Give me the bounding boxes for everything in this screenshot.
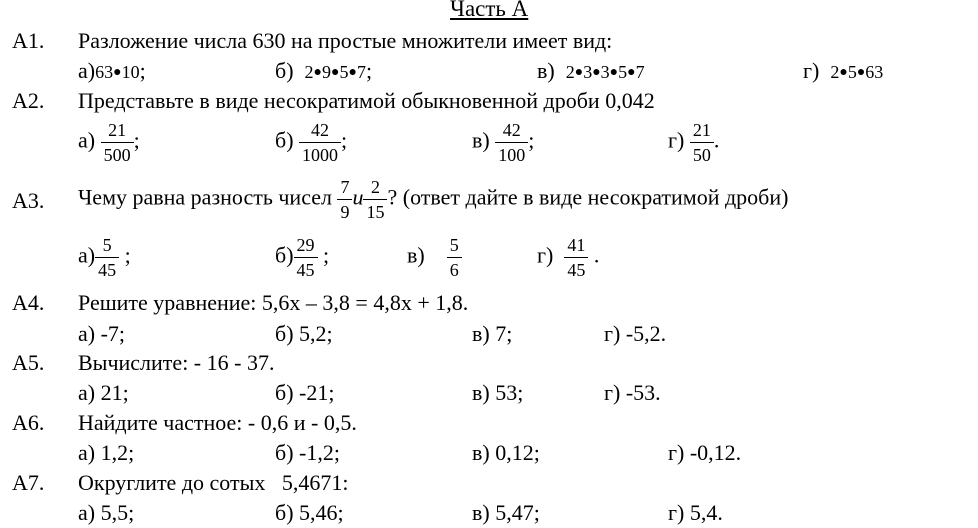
option-end: .: [593, 242, 600, 268]
answer-option: а) -7;: [78, 321, 126, 346]
question-text: Округлите до сотых 5,4671:: [78, 470, 349, 495]
multiply-dot-icon: ●: [348, 64, 357, 80]
answer-option: [275, 235, 329, 280]
fraction: $\frac{29}{45}$: [294, 235, 318, 280]
answer-option: [537, 235, 599, 280]
factor: 63: [95, 62, 114, 82]
multiply-dot-icon: ●: [331, 64, 340, 80]
option-end: .: [713, 127, 720, 153]
option-end: ;: [528, 127, 535, 153]
multiply-dot-icon: ●: [627, 64, 636, 80]
multiply-dot-icon: ●: [574, 64, 584, 80]
section-title: Часть А: [450, 0, 529, 21]
factor: 3: [600, 62, 610, 82]
factor: 5: [618, 62, 628, 82]
factor: 2: [830, 62, 840, 82]
question-text: Найдите частное: - 0,6 и - 0,5.: [78, 410, 357, 435]
fraction: $\frac{42}{100}$: [495, 120, 528, 165]
answer-option: [803, 60, 883, 82]
option-letter: б): [275, 127, 294, 153]
answer-option: б) 5,46;: [275, 500, 344, 525]
fraction: $\frac{7}{9}$: [337, 177, 352, 222]
answer-option: [472, 120, 534, 165]
question-text: Представьте в виде несократимой обыкновенной дроби 0,042: [78, 88, 655, 113]
answer-option: г) -53.: [604, 380, 661, 405]
answer-option: [275, 120, 347, 165]
option-letter: а): [78, 127, 96, 153]
answer-option: [78, 60, 146, 82]
answer-option: г) -5,2.: [604, 321, 667, 346]
answer-option: в) 0,12;: [472, 440, 540, 465]
multiply-dot-icon: ●: [839, 64, 848, 80]
option-letter: в): [407, 242, 425, 268]
answer-option: г) -0,12.: [668, 440, 742, 465]
factor: 3: [583, 62, 593, 82]
fraction: $\frac{5}{6}$: [447, 235, 462, 280]
option-letter: г): [668, 127, 685, 153]
question-number: А6.: [12, 410, 45, 435]
answer-option: в) 7;: [472, 321, 513, 346]
question-number: А1.: [12, 28, 45, 53]
answer-option: б) -1,2;: [275, 440, 340, 465]
answer-option: [275, 60, 372, 82]
fraction: $\frac{21}{500}$: [101, 120, 134, 165]
option-letter: в): [472, 127, 490, 153]
answer-option: [78, 120, 140, 165]
answer-option: г) 5,4.: [668, 500, 723, 525]
answer-option: б) 5,2;: [275, 321, 333, 346]
multiply-dot-icon: ●: [113, 64, 122, 80]
question-text: Решите уравнение: 5,6x – 3,8 = 4,8x + 1,8.: [78, 290, 469, 315]
option-letter: г): [537, 242, 554, 268]
option-end: ;: [139, 58, 146, 83]
factor: 7: [356, 62, 366, 82]
factor: 5: [339, 62, 349, 82]
multiply-dot-icon: ●: [609, 64, 619, 80]
answer-option: б) -21;: [275, 380, 335, 405]
option-letter: б): [275, 58, 294, 83]
fraction: $\frac{5}{45}$: [95, 235, 119, 280]
conjunction: и: [352, 184, 364, 210]
option-end: ;: [133, 127, 140, 153]
fraction: $\frac{21}{50}$: [690, 120, 714, 165]
fraction: $\frac{41}{45}$: [564, 235, 588, 280]
factor: 63: [865, 62, 884, 82]
question-text: Разложение числа 630 на простые множители имеет вид:: [78, 28, 613, 53]
question-number: А2.: [12, 88, 45, 113]
answer-option: а) 21;: [78, 380, 129, 405]
fraction: $\frac{42}{1000}$: [299, 120, 341, 165]
answer-option: [668, 120, 719, 165]
question-text: Вычислите: - 16 - 37.: [78, 350, 275, 375]
fraction: $\frac{2}{15}$: [363, 177, 387, 222]
question-number: А7.: [12, 470, 45, 495]
option-end: ;: [341, 127, 348, 153]
multiply-dot-icon: ●: [592, 64, 601, 80]
option-letter: г): [803, 58, 820, 83]
answer-option: в) 53;: [472, 380, 524, 405]
multiply-dot-icon: ●: [856, 64, 866, 80]
option-letter: а): [78, 242, 96, 268]
question-number: А4.: [12, 290, 45, 315]
multiply-dot-icon: ●: [313, 64, 322, 80]
factor: 9: [322, 62, 331, 82]
answer-option: [407, 235, 462, 280]
factor: 10: [121, 62, 140, 82]
answer-option: а) 1,2;: [78, 440, 135, 465]
question-number: А3.: [12, 188, 45, 213]
option-letter: б): [275, 242, 294, 268]
factor: 5: [847, 62, 857, 82]
question-text: Чему равна разность чисел $\frac{7}{9}$ и $\frac{2}{15}$ ? (ответ дайте в виде несократимой дроби): [78, 177, 789, 222]
option-letter: а): [78, 58, 96, 83]
answer-option: в) 5,47;: [472, 500, 540, 525]
option-end: ;: [323, 242, 330, 268]
option-letter: в): [537, 58, 555, 83]
factor: 7: [635, 62, 645, 82]
factor: 2: [565, 62, 575, 82]
answer-option: а) 5,5;: [78, 500, 135, 525]
question-number: А5.: [12, 350, 45, 375]
answer-option: [78, 235, 131, 280]
answer-option: [537, 60, 645, 82]
option-end: ;: [365, 58, 373, 83]
factor: 2: [304, 62, 314, 82]
option-end: ;: [124, 242, 131, 268]
